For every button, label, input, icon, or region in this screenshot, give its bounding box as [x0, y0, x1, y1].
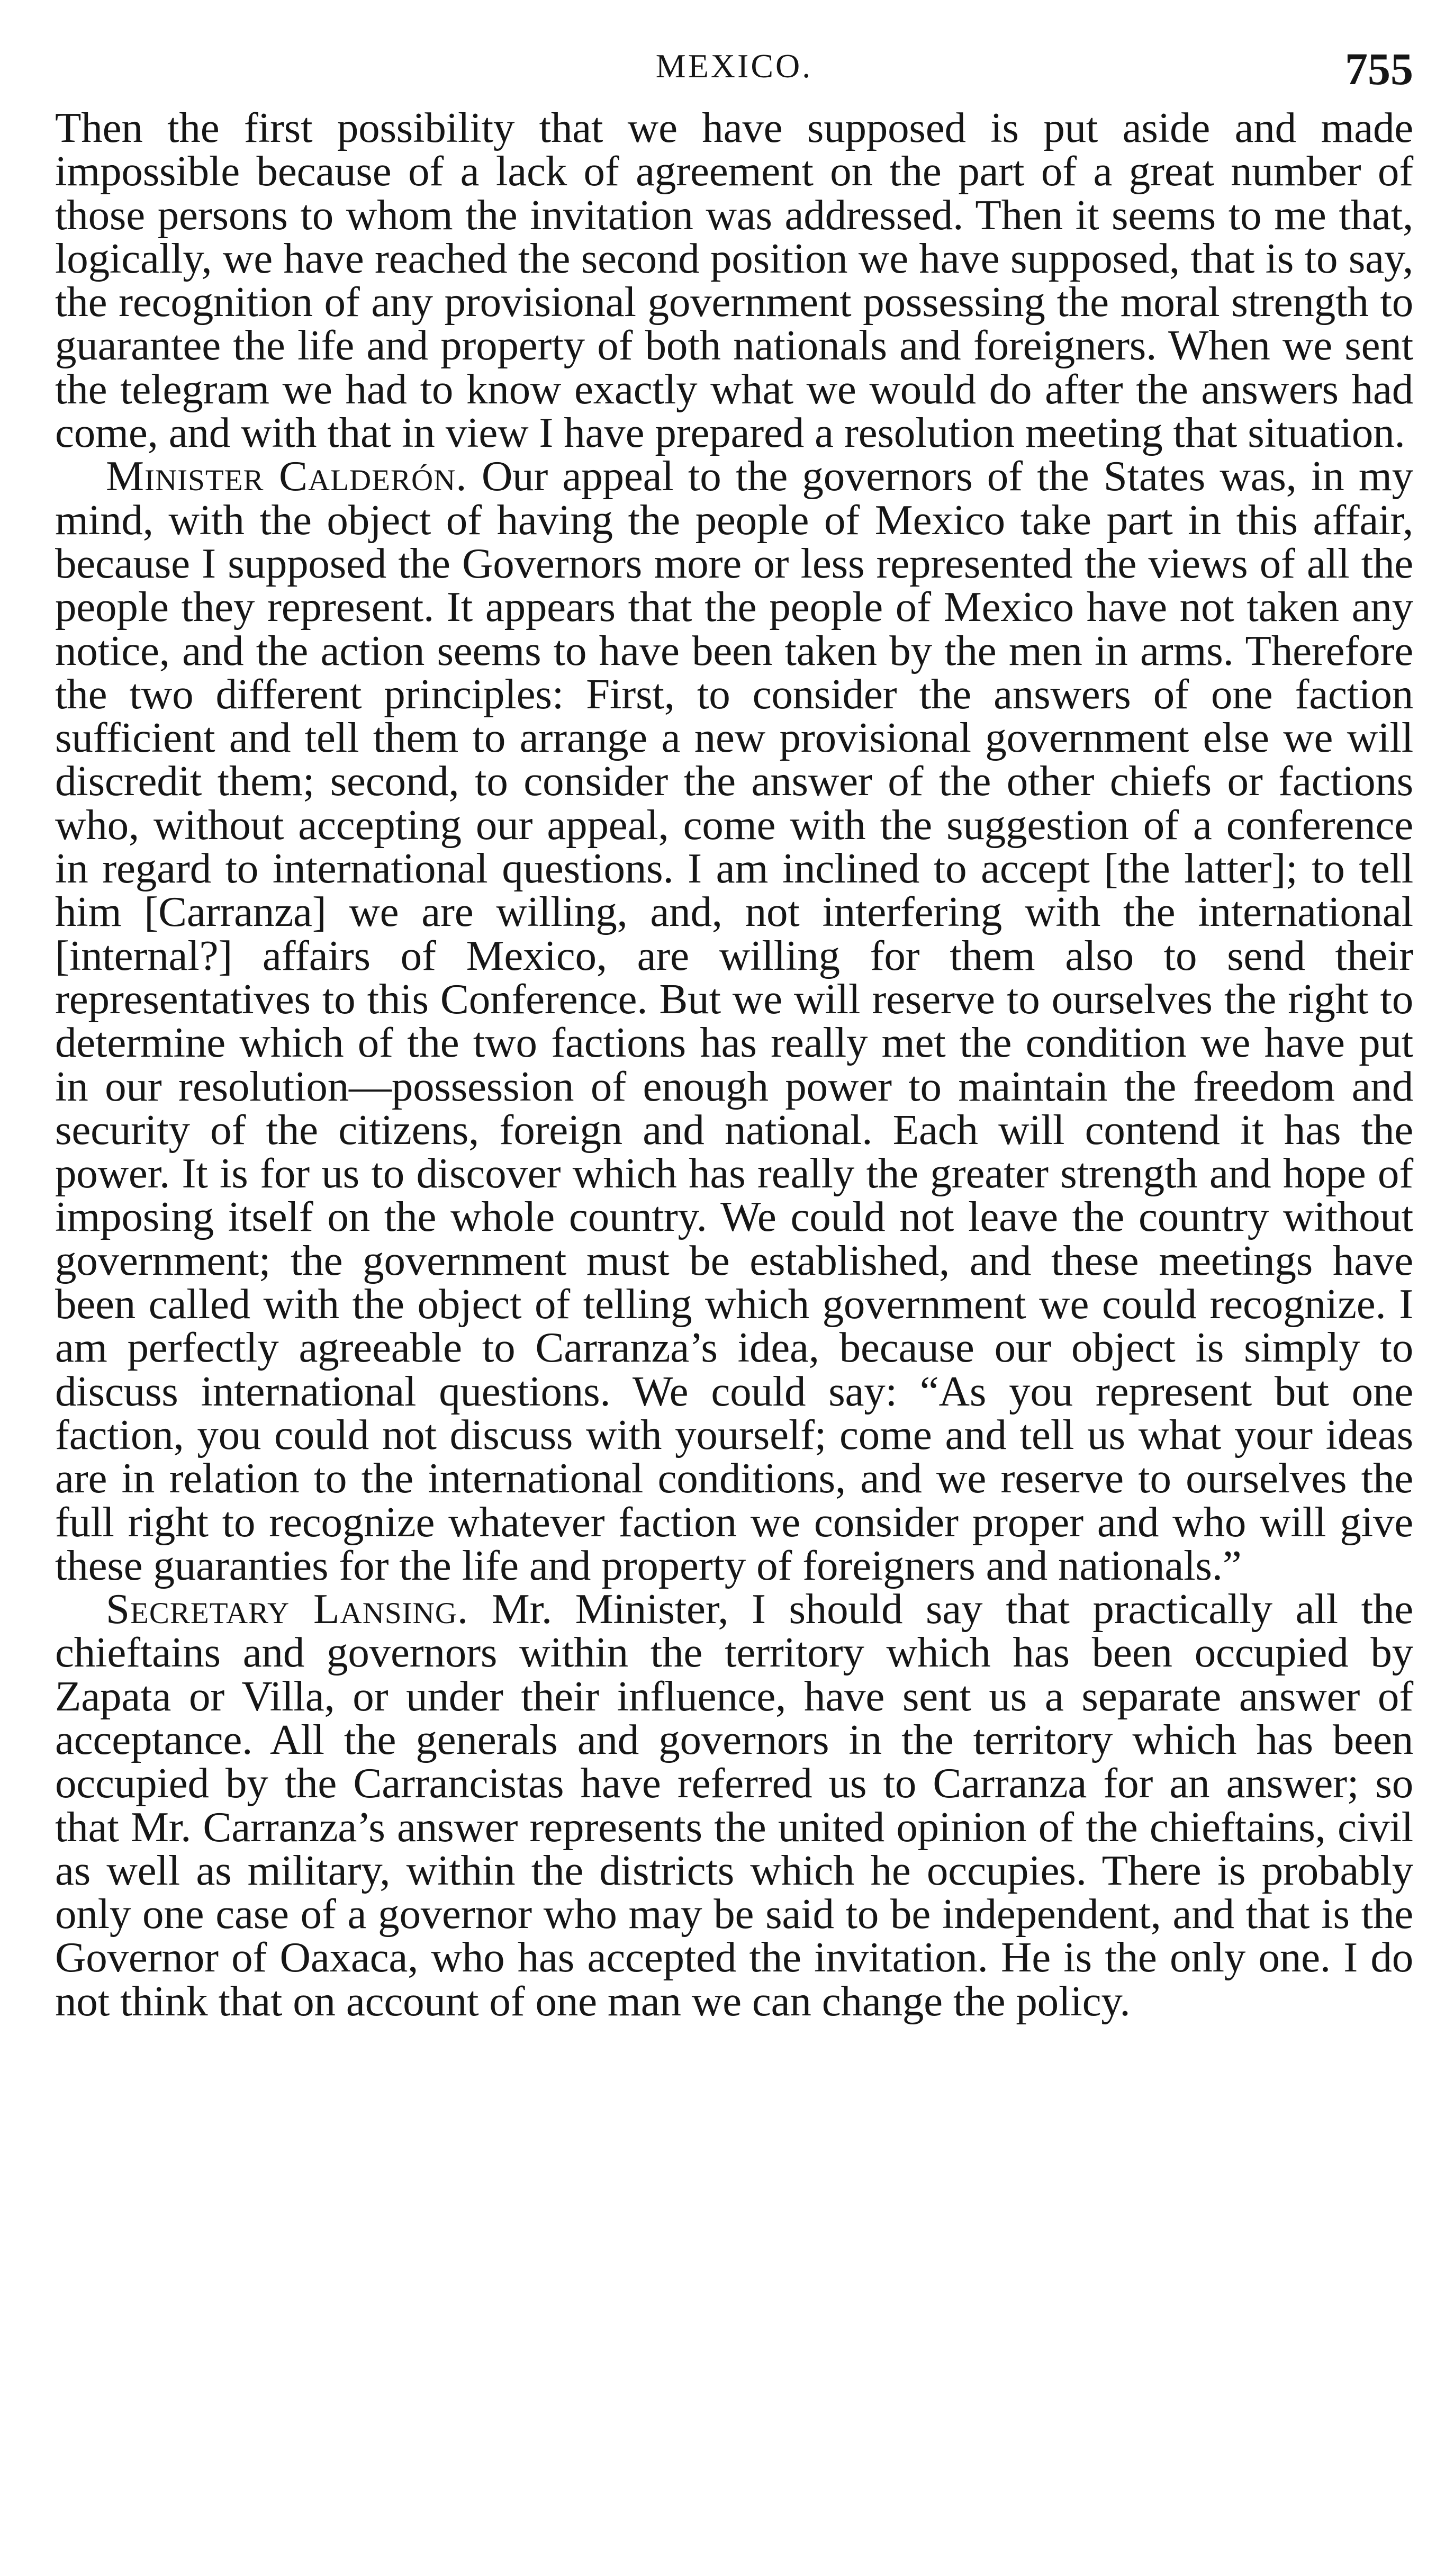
paragraph: [55, 104, 1413, 457]
paragraph-minister-calderon: [55, 454, 1413, 1587]
page-header: [55, 42, 1413, 106]
paragraph-text: Then the first possibility that we have supposed is put aside and made impossible because of a lack of agreement on the part of a great number of those persons to whom the invitation was addressed. Then it seems to me that, logically, we have reached the second position we have supposed, that is to say, the recognition of any provisional government possessing the moral strength to guarantee the life and property of both nationals and foreigners. When we sent the telegram we had to know exactly what we would do after the answers had come, and with that in view I have prepared a resolution meeting that situation.: [55, 104, 1413, 457]
paragraph-text: Mr. Minister, I should say that practically all the chieftains and governors within the territory which has been occupied by Zapata or Villa, or under their influence, have sent us a separate answer of acceptance. All the generals and governors in the territory which has been occupied by the Carrancistas have referred us to Carranza for an answer; so that Mr. Carranza’s answer represents the united opinion of the chieftains, civil as well as military, within the districts which he occupies. There is probably only one case of a governor who may be said to be independent, and that is the Governor of Oaxaca, who has accepted the invitation. He is the only one. I do not think that on account of one man we can change the policy.: [55, 1585, 1414, 2025]
body-text: [55, 106, 1413, 2023]
paragraph-text: Our appeal to the governors of the States was, in my mind, with the object of having the people of Mexico take part in this affair, because I supposed the Governors more or less represented the views of all the people they represent. It appears that the people of Mexico have not taken any notice, and the action seems to have been taken by the men in arms. Therefore the two different principles: First, to consider the answers of one faction sufficient and tell them to arrange a new provisional government else we will discredit them; second, to consider the answer of the other chiefs or factions who, without accepting our appeal, come with the suggestion of a conference in regard to international questions. I am inclined to accept [the latter]; to tell him [Carranza] we are willing, and, not interfering with the international [internal?] affairs of Mexico, are willing for them also to send their representatives to this Conference. But we will reserve to ourselves the right to determine which of the two factions has really met the condition we have put in our resolution—possession of enough power to maintain the freedom and security of the citizens, foreign and national. Each will contend it has the power. It is for us to discover which has really the greater strength and hope of imposing itself on the whole country. We could not leave the country without government; the government must be established, and these meetings have been called with the object of telling which government we could recognize. I am perfectly agreeable to Carranza’s idea, because our object is simply to discuss international questions. We could say: “As you represent but one faction, you could not discuss with yourself; come and tell us what your ideas are in relation to the international conditions, and we reserve to ourselves the full right to recognize whatever faction we consider proper and who will give these guaranties for the life and property of foreigners and nationals.”: [55, 452, 1413, 1589]
page-number: 755: [1345, 43, 1413, 94]
document-page: [55, 42, 1413, 2023]
speaker-name: Secretary Lansing.: [106, 1585, 469, 1633]
running-head: MEXICO.: [655, 47, 813, 85]
speaker-name: Minister Calderón.: [106, 452, 467, 500]
paragraph-secretary-lansing: [55, 1587, 1413, 2023]
